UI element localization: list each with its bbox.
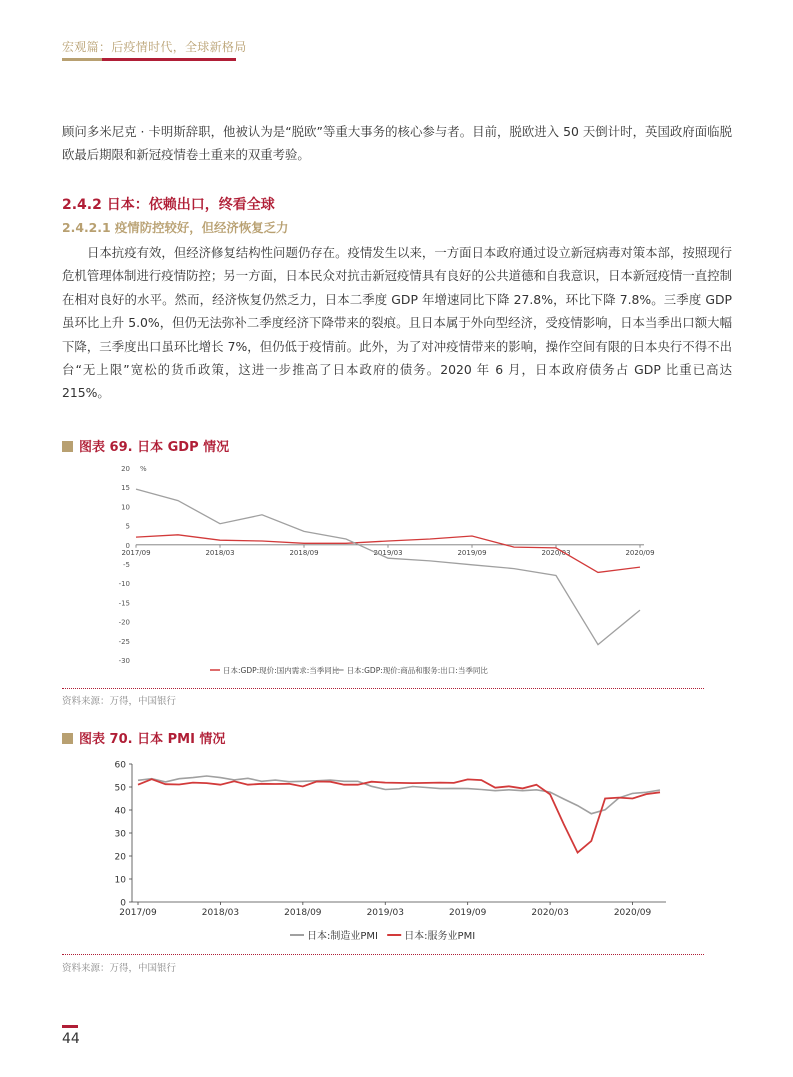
figure-69-source: 资料来源：万得，中国银行 (62, 696, 177, 707)
x-tick-label: 2019/09 (457, 548, 487, 557)
y-unit-label: % (140, 465, 147, 473)
exports-line (136, 489, 640, 644)
x-tick-label: 2019/03 (366, 908, 404, 918)
y-tick-label: -10 (118, 580, 130, 589)
x-tick-label: 2018/03 (201, 908, 240, 918)
y-tick-label: 0 (120, 898, 126, 909)
intro-paragraph: 顾问多米尼克 · 卡明斯辞职，他被认为是“脱欧”等重大事务的核心参与者。目前，脱欧进入 50 天倒计时，英国政府面临脱欧最后期限和新冠疫情卷土重来的双重考验。 (62, 124, 732, 163)
figure-marker-icon (62, 441, 73, 452)
y-tick-label: -15 (118, 599, 130, 608)
y-tick-label: 40 (114, 806, 126, 817)
legend-label: 日本:GDP:现价:国内需求:当季同比 (223, 666, 340, 675)
running-header: 宏观篇：后疫情时代，全球新格局 (62, 40, 247, 54)
y-tick-label: 10 (121, 503, 130, 512)
x-tick-label: 2018/09 (284, 908, 322, 918)
body-paragraph: 日本抗疫有效，但经济修复结构性问题仍存在。疫情发生以来，一方面日本政府通过设立新冠病毒对策本部，按照现行危机管理体制进行疫情防控；另一方面，日本民众对抗击新冠疫情具有良好的公共道德和自我意识，日本新冠疫情一直控制在相对良好的水平。然而，经济恢复仍然乏力，日本二季度 GDP 年增速同比下降 27.8%，环比下降 7.8%。三季度 GDP 虽环比上升 5.0%，但仍无法弥补二季度经济下降带来的裂痕。且日本属于外向型经济，受疫情影响，日本当季出口额大幅下降，三季度出口虽环比增长 7%，但仍低于疫情前。此外，为了对冲疫情带来的影响，操作空间有限的日本央行不得不出台“无上限”宽松的货币政策，这进一步推高了日本政府的债务。2020 年 6 月，日本政府债务占 GDP 比重已高达 215%。 (62, 245, 732, 401)
y-tick-label: 20 (114, 852, 126, 863)
y-tick-label: 5 (125, 522, 130, 531)
figure-70-source: 资料来源：万得，中国银行 (62, 963, 177, 974)
y-tick-label: 15 (121, 484, 130, 493)
sub-heading: 2.4.2.1 疫情防控较好，但经济恢复乏力 (62, 220, 289, 235)
y-tick-label: 30 (114, 829, 126, 840)
figure-69-divider (62, 688, 704, 689)
x-tick-label: 2018/09 (289, 548, 319, 557)
legend-label: 日本:服务业PMI (404, 931, 476, 942)
section-heading: 2.4.2 日本：依赖出口，终看全球 (62, 197, 275, 213)
manufacturing-pmi-line (138, 776, 660, 814)
services-pmi-line (138, 779, 660, 852)
x-tick-label: 2017/09 (121, 548, 151, 557)
figure-69-title-text: 图表 69. 日本 GDP 情况 (79, 440, 230, 455)
y-tick-label: 0 (125, 541, 130, 550)
x-tick-label: 2019/03 (373, 548, 403, 557)
figure-70-title (62, 728, 225, 747)
header-rule-gold (62, 58, 102, 61)
figure-69-title (62, 436, 229, 455)
x-tick-label: 2020/03 (541, 548, 571, 557)
x-tick-label: 2020/03 (531, 908, 569, 918)
x-tick-label: 2020/09 (625, 548, 655, 557)
y-tick-label: 20 (121, 465, 130, 473)
pmi-chart (100, 752, 690, 948)
x-tick-label: 2018/03 (205, 548, 235, 557)
gdp-chart (110, 460, 670, 682)
page-number: 44 (62, 1031, 80, 1047)
y-tick-label: 60 (114, 760, 126, 771)
y-tick-label: 10 (114, 875, 126, 886)
legend-label: 日本:GDP:现价:商品和服务:出口:当季同比 (346, 666, 488, 675)
header-rule-red (102, 58, 236, 61)
x-tick-label: 2020/09 (613, 908, 652, 918)
figure-70-divider (62, 954, 704, 955)
y-tick-label: 50 (114, 783, 126, 794)
figure-70-title-text: 图表 70. 日本 PMI 情况 (79, 732, 226, 747)
y-tick-label: -25 (118, 637, 130, 646)
x-tick-label: 2017/09 (119, 908, 157, 918)
x-tick-label: 2019/09 (448, 908, 487, 918)
page-number-bar (62, 1025, 78, 1028)
legend-label: 日本:制造业PMI (307, 931, 378, 942)
y-tick-label: -30 (118, 657, 130, 665)
y-tick-label: -20 (118, 618, 130, 627)
figure-marker-icon (62, 733, 73, 744)
y-tick-label: -5 (123, 561, 130, 569)
